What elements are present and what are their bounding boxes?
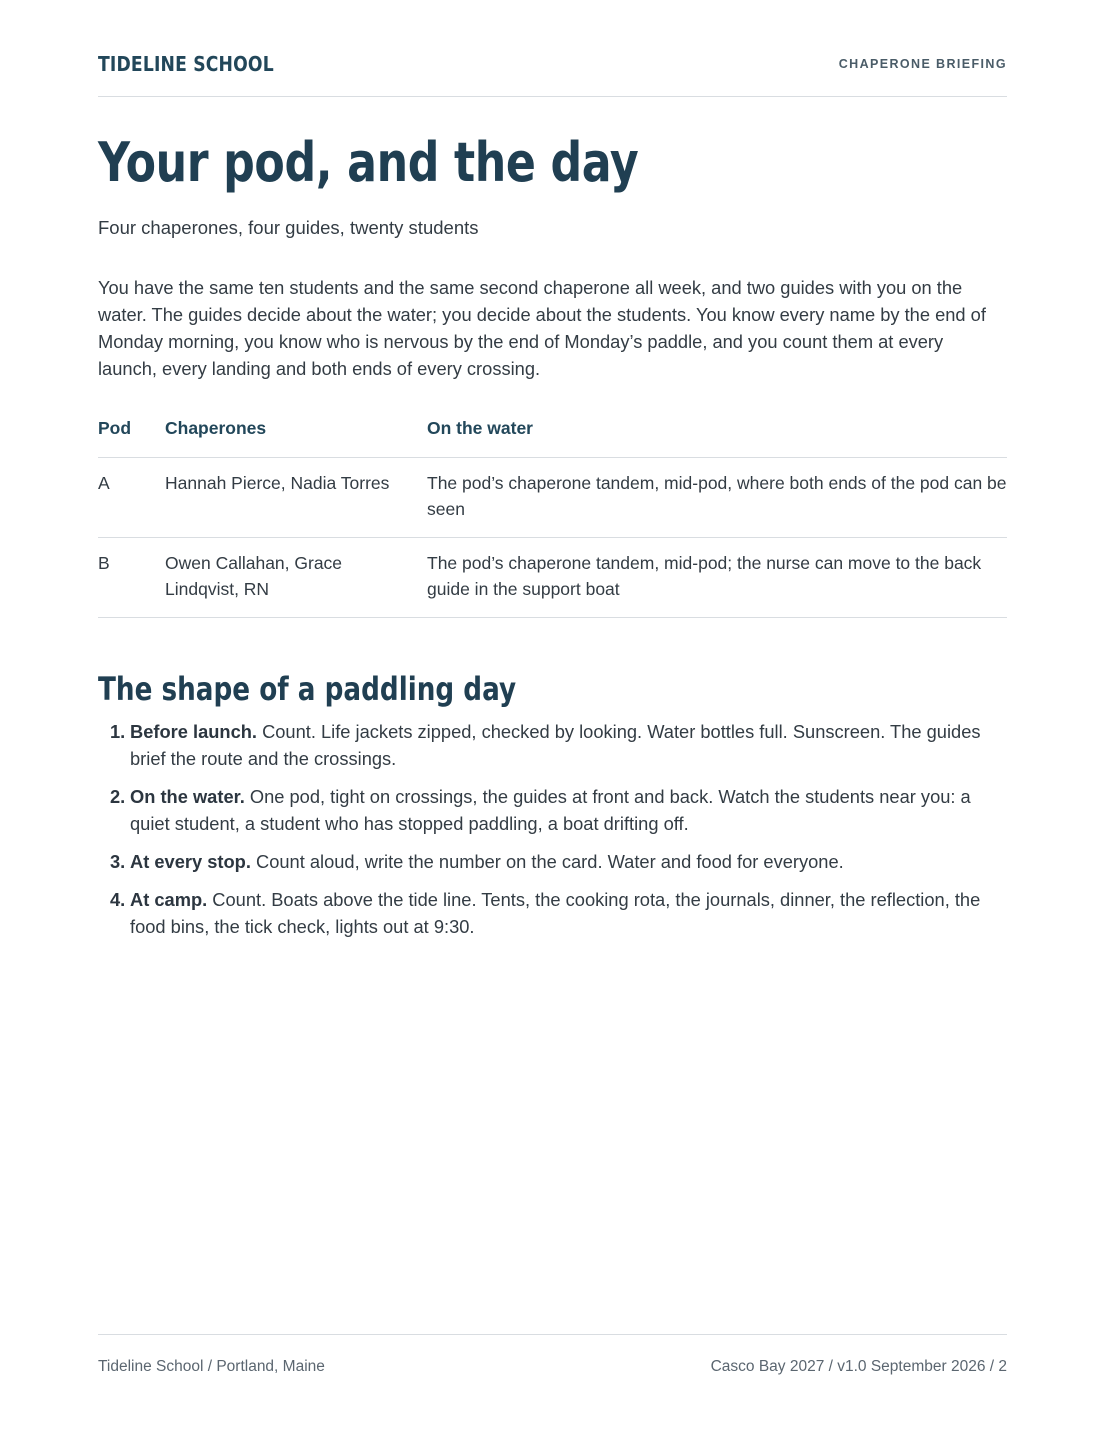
pod-table-header-row (98, 412, 1007, 458)
page-subtitle: Four chaperones, four guides, twenty students (98, 217, 479, 238)
step-lead: At every stop. (130, 851, 251, 872)
table-row (98, 458, 1007, 538)
document-page (98, 0, 1007, 1430)
pod-cell: A (98, 458, 165, 538)
column-header-on-the-water: On the water (427, 412, 1007, 458)
step-lead: Before launch. (130, 721, 257, 742)
step-number: 3. (110, 851, 126, 872)
step-lead: At camp. (130, 889, 208, 910)
step-text: Count. Boats above the tide line. Tents, the cooking rota, the journals, dinner, the reflection, the food bins, the tick check, lights out at 9:30. (130, 889, 981, 937)
step-text: Count aloud, write the number on the card. Water and food for everyone. (250, 851, 844, 872)
list-item (98, 886, 1007, 940)
intro-paragraph: You have the same ten students and the same second chaperone all week, and two guides with you on the water. The guides decide about the water; you decide about the students. You know every name by the end of Monday morning, you know who is nervous by the end of Monday’s paddle, and you count them at every launch, every landing and both ends of every crossing. (98, 277, 986, 379)
section-heading: The shape of a paddling day (98, 670, 517, 708)
column-header-pod: Pod (98, 412, 165, 458)
page-title: Your pod, and the day (98, 131, 639, 194)
pod-cell: B (98, 538, 165, 618)
footer-version-page: Casco Bay 2027 / v1.0 September 2026 / 2 (710, 1358, 1007, 1375)
on-the-water-cell: The pod’s chaperone tandem, mid-pod; the nurse can move to the back guide in the support boat (427, 538, 1007, 618)
document-kind-label: CHAPERONE BRIEFING (838, 57, 1007, 71)
footer-organization: Tideline School / Portland, Maine (98, 1358, 325, 1375)
list-item (98, 848, 1007, 875)
list-item (98, 718, 1007, 772)
pod-table (98, 412, 1007, 618)
table-row (98, 538, 1007, 618)
step-text: Count. Life jackets zipped, checked by looking. Water bottles full. Sunscreen. The guides brief the route and the crossings. (130, 721, 981, 769)
step-number: 1. (110, 721, 126, 742)
page-footer (98, 1334, 1007, 1385)
page-header (98, 50, 1007, 97)
step-number: 2. (110, 786, 126, 807)
list-item (98, 783, 1007, 837)
on-the-water-cell: The pod’s chaperone tandem, mid-pod, where both ends of the pod can be seen (427, 458, 1007, 538)
chaperones-cell: Owen Callahan, Grace Lindqvist, RN (165, 538, 427, 618)
step-text: One pod, tight on crossings, the guides at front and back. Watch the students near you: a quiet student, a student who has stopped paddling, a boat drifting off. (130, 786, 971, 834)
chaperones-cell: Hannah Pierce, Nadia Torres (165, 458, 427, 538)
school-name: TIDELINE SCHOOL (98, 52, 274, 76)
day-steps-list (98, 718, 1007, 951)
step-lead: On the water. (130, 786, 245, 807)
step-number: 4. (110, 889, 126, 910)
column-header-chaperones: Chaperones (165, 412, 427, 458)
